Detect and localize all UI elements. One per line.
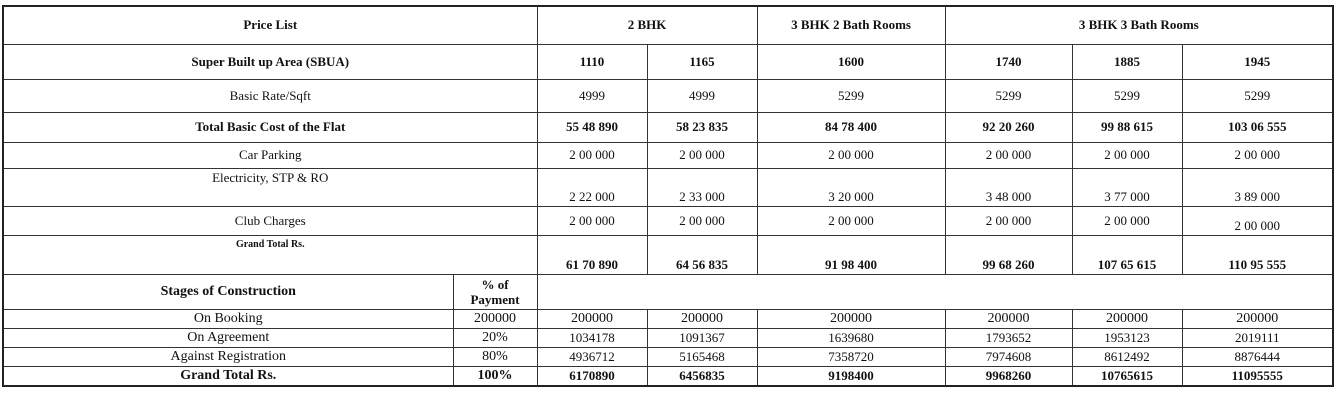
table-row xyxy=(3,112,1333,142)
cell: 3 20 000 xyxy=(757,168,945,206)
cell: 107 65 615 xyxy=(1072,235,1182,274)
cell: 1793652 xyxy=(945,328,1072,347)
cell: 1639680 xyxy=(757,328,945,347)
cell: 2019111 xyxy=(1182,328,1333,347)
cell: 5299 xyxy=(945,79,1072,112)
cell: 5299 xyxy=(1182,79,1333,112)
cell: 8876444 xyxy=(1182,347,1333,366)
cell: 1600 xyxy=(757,44,945,79)
group-2bhk: 2 BHK xyxy=(537,6,757,44)
stages-empty xyxy=(537,274,1333,309)
cell: 1885 xyxy=(1072,44,1182,79)
cell: 5299 xyxy=(1072,79,1182,112)
cell: 4999 xyxy=(647,79,757,112)
cell: 1110 xyxy=(537,44,647,79)
cell: 2 00 000 xyxy=(647,206,757,235)
cell: 2 00 000 xyxy=(537,206,647,235)
cell: 92 20 260 xyxy=(945,112,1072,142)
stage-row xyxy=(3,309,1333,328)
cell: 9198400 xyxy=(757,366,945,386)
table-row xyxy=(3,142,1333,168)
stage-row xyxy=(3,328,1333,347)
table-row xyxy=(3,44,1333,79)
stage-label: Against Registration xyxy=(3,347,453,366)
cell: 2 00 000 xyxy=(945,206,1072,235)
stage-row xyxy=(3,347,1333,366)
cell: 4936712 xyxy=(537,347,647,366)
cell: 2 00 000 xyxy=(1182,142,1333,168)
table-row xyxy=(3,79,1333,112)
cell: 64 56 835 xyxy=(647,235,757,274)
cell: 200000 xyxy=(1182,309,1333,328)
cell: 58 23 835 xyxy=(647,112,757,142)
cell: 200000 xyxy=(945,309,1072,328)
cell: 1740 xyxy=(945,44,1072,79)
cell: 84 78 400 xyxy=(757,112,945,142)
cell: 4999 xyxy=(537,79,647,112)
cell: 2 00 000 xyxy=(537,142,647,168)
table-row xyxy=(3,168,1333,206)
payment-header: % of Payment xyxy=(453,274,537,309)
stage-payment: 20% xyxy=(453,328,537,347)
cell: 99 68 260 xyxy=(945,235,1072,274)
cell: 103 06 555 xyxy=(1182,112,1333,142)
cell: 61 70 890 xyxy=(537,235,647,274)
cell: 1034178 xyxy=(537,328,647,347)
row-label: Grand Total Rs. xyxy=(3,235,537,274)
row-label: Car Parking xyxy=(3,142,537,168)
stages-header-row xyxy=(3,274,1333,309)
row-label: Electricity, STP & RO xyxy=(3,168,537,206)
cell: 5299 xyxy=(757,79,945,112)
cell: 2 22 000 xyxy=(537,168,647,206)
cell: 55 48 890 xyxy=(537,112,647,142)
table-row xyxy=(3,206,1333,235)
cell: 200000 xyxy=(537,309,647,328)
cell: 2 00 000 xyxy=(1182,206,1333,235)
cell: 3 48 000 xyxy=(945,168,1072,206)
cell: 6456835 xyxy=(647,366,757,386)
cell: 2 00 000 xyxy=(647,142,757,168)
cell: 5165468 xyxy=(647,347,757,366)
stage-payment: 200000 xyxy=(453,309,537,328)
row-label: Super Built up Area (SBUA) xyxy=(3,44,537,79)
cell: 3 89 000 xyxy=(1182,168,1333,206)
stage-label: On Booking xyxy=(3,309,453,328)
table-row xyxy=(3,235,1333,274)
price-list-title: Price List xyxy=(3,6,537,44)
cell: 2 00 000 xyxy=(945,142,1072,168)
cell: 2 33 000 xyxy=(647,168,757,206)
cell: 1945 xyxy=(1182,44,1333,79)
row-label: Basic Rate/Sqft xyxy=(3,79,537,112)
price-list-table xyxy=(2,5,1334,387)
cell: 200000 xyxy=(757,309,945,328)
cell: 2 00 000 xyxy=(1072,142,1182,168)
cell: 1953123 xyxy=(1072,328,1182,347)
stage-payment: 100% xyxy=(453,366,537,386)
stage-label: Grand Total Rs. xyxy=(3,366,453,386)
cell: 7358720 xyxy=(757,347,945,366)
group-3bhk-3bath: 3 BHK 3 Bath Rooms xyxy=(945,6,1333,44)
cell: 11095555 xyxy=(1182,366,1333,386)
header-row xyxy=(3,6,1333,44)
cell: 9968260 xyxy=(945,366,1072,386)
row-label: Total Basic Cost of the Flat xyxy=(3,112,537,142)
stages-title: Stages of Construction xyxy=(3,274,453,309)
cell: 200000 xyxy=(1072,309,1182,328)
cell: 91 98 400 xyxy=(757,235,945,274)
cell: 1165 xyxy=(647,44,757,79)
row-label: Club Charges xyxy=(3,206,537,235)
cell: 2 00 000 xyxy=(1072,206,1182,235)
cell: 2 00 000 xyxy=(757,142,945,168)
cell: 6170890 xyxy=(537,366,647,386)
cell: 2 00 000 xyxy=(757,206,945,235)
stage-payment: 80% xyxy=(453,347,537,366)
price-list-sheet xyxy=(2,5,1334,387)
cell: 110 95 555 xyxy=(1182,235,1333,274)
group-3bhk-2bath: 3 BHK 2 Bath Rooms xyxy=(757,6,945,44)
cell: 7974608 xyxy=(945,347,1072,366)
cell: 8612492 xyxy=(1072,347,1182,366)
cell: 99 88 615 xyxy=(1072,112,1182,142)
cell: 1091367 xyxy=(647,328,757,347)
cell: 10765615 xyxy=(1072,366,1182,386)
cell: 200000 xyxy=(647,309,757,328)
cell: 3 77 000 xyxy=(1072,168,1182,206)
stage-total-row xyxy=(3,366,1333,386)
stage-label: On Agreement xyxy=(3,328,453,347)
